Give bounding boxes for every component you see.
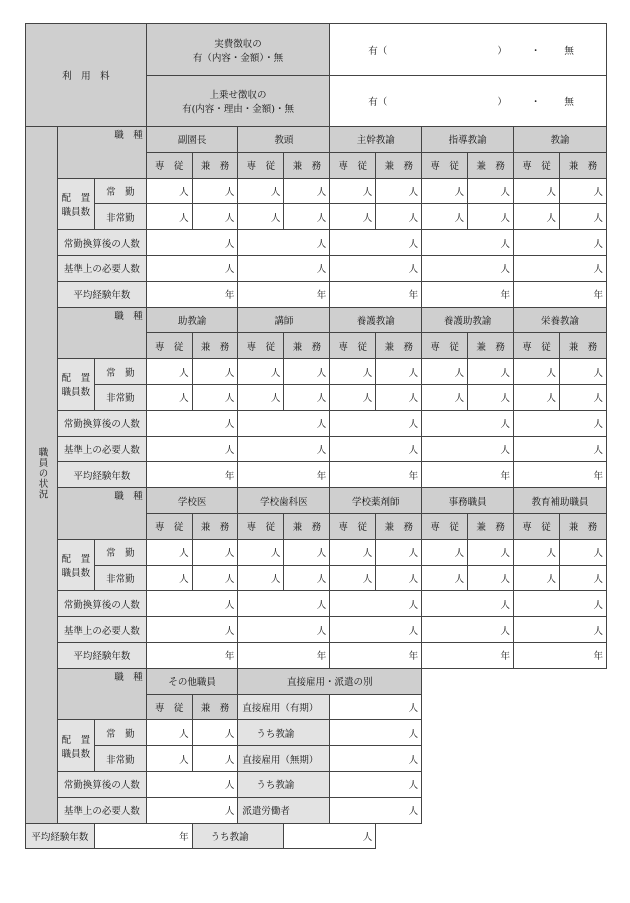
job-name: 教諭 — [514, 127, 607, 153]
jokin-count[interactable]: 人 — [468, 359, 514, 385]
blank-area — [376, 823, 560, 849]
jokin-count[interactable]: 人 — [514, 178, 560, 204]
hijokin-count[interactable]: 人 — [330, 565, 376, 591]
staff-section-text: 職員の状況 — [36, 447, 48, 500]
kenmu-header: 兼 務 — [284, 152, 330, 178]
kenmu-header: 兼 務 — [192, 152, 238, 178]
kenmu-header: 兼 務 — [468, 513, 514, 539]
kansan-value[interactable]: 人 — [238, 230, 330, 256]
blank-area — [422, 746, 607, 772]
kansan-value[interactable]: 人 — [330, 410, 422, 436]
senju-header: 専 従 — [514, 333, 560, 359]
job-type-header: 職 種 — [57, 307, 146, 359]
kansan-value[interactable]: 人 — [422, 230, 514, 256]
hijokin-count[interactable]: 人 — [238, 204, 284, 230]
hijokin-count[interactable]: 人 — [192, 565, 238, 591]
heikin-value[interactable]: 年 — [330, 642, 422, 668]
hijokin-label: 非常勤 — [94, 204, 146, 230]
jokin-count[interactable]: 人 — [422, 539, 468, 565]
hijokin-label: 非常勤 — [94, 746, 146, 772]
job-name: 教育補助職員 — [514, 488, 607, 514]
hijokin-count[interactable]: 人 — [514, 384, 560, 410]
jokin-count[interactable]: 人 — [146, 720, 192, 746]
blank-area — [422, 797, 607, 823]
hijokin-count[interactable]: 人 — [514, 565, 560, 591]
employment-sub-label: うち教諭 — [192, 823, 284, 849]
heikin-value[interactable]: 年 — [422, 462, 514, 488]
hijokin-count[interactable]: 人 — [376, 384, 422, 410]
jokin-count[interactable]: 人 — [284, 178, 330, 204]
kansan-label: 常勤換算後の人数 — [57, 771, 146, 797]
senju-header: 専 従 — [330, 333, 376, 359]
jokin-count[interactable]: 人 — [238, 178, 284, 204]
heikin-value[interactable]: 年 — [238, 462, 330, 488]
haichi-label — [57, 178, 94, 230]
jokin-count[interactable]: 人 — [238, 539, 284, 565]
senju-header: 専 従 — [330, 513, 376, 539]
hijokin-count[interactable]: 人 — [422, 384, 468, 410]
jokin-count[interactable]: 人 — [330, 178, 376, 204]
jokin-count[interactable]: 人 — [468, 178, 514, 204]
kijun-value[interactable]: 人 — [146, 797, 238, 823]
kijun-label: 基準上の必要人数 — [57, 436, 146, 462]
hijokin-count[interactable]: 人 — [192, 746, 238, 772]
kenmu-header: 兼 務 — [284, 513, 330, 539]
form-table — [25, 23, 607, 849]
senju-header: 専 従 — [238, 152, 284, 178]
heikin-value[interactable]: 年 — [238, 642, 330, 668]
kansan-value[interactable]: 人 — [146, 771, 238, 797]
kansan-value[interactable]: 人 — [330, 230, 422, 256]
kansan-value[interactable]: 人 — [422, 591, 514, 617]
employment-count[interactable]: 人 — [330, 694, 422, 720]
jokin-count[interactable]: 人 — [146, 359, 192, 385]
kijun-value[interactable]: 人 — [514, 617, 607, 643]
kijun-value[interactable]: 人 — [330, 255, 422, 281]
kenmu-header: 兼 務 — [192, 694, 238, 720]
kijun-value[interactable]: 人 — [238, 436, 330, 462]
hijokin-count[interactable]: 人 — [146, 565, 192, 591]
jokin-count[interactable]: 人 — [559, 359, 606, 385]
jokin-count[interactable]: 人 — [284, 539, 330, 565]
shokuinsu-text: 職員数 — [61, 206, 91, 218]
heikin-value[interactable]: 年 — [330, 281, 422, 307]
heikin-label: 平均経験年数 — [26, 823, 95, 849]
heikin-value[interactable]: 年 — [422, 281, 514, 307]
haichi-text: 配 置 — [61, 554, 91, 566]
heikin-label: 平均経験年数 — [57, 642, 146, 668]
hijokin-count[interactable]: 人 — [146, 204, 192, 230]
job-name: 学校薬剤師 — [330, 488, 422, 514]
kenmu-header: 兼 務 — [376, 513, 422, 539]
hijokin-count[interactable]: 人 — [468, 565, 514, 591]
haichi-text: 配 置 — [61, 192, 91, 204]
employment-count[interactable]: 人 — [330, 771, 422, 797]
kijun-value[interactable]: 人 — [330, 436, 422, 462]
job-name: 事務職員 — [422, 488, 514, 514]
job-name: 養護助教諭 — [422, 307, 514, 333]
job-name: 養護教諭 — [330, 307, 422, 333]
fee-title: 利 用 料 — [26, 24, 147, 127]
job-name: 助教諭 — [146, 307, 238, 333]
hijokin-count[interactable]: 人 — [284, 565, 330, 591]
kansan-value[interactable]: 人 — [422, 410, 514, 436]
haichi-label — [57, 720, 94, 772]
job-name: 学校歯科医 — [238, 488, 330, 514]
kenmu-header: 兼 務 — [559, 333, 606, 359]
haichi-label — [57, 359, 94, 411]
jokin-label: 常 勤 — [94, 720, 146, 746]
kijun-value[interactable]: 人 — [422, 436, 514, 462]
hijokin-label: 非常勤 — [94, 384, 146, 410]
senju-header: 専 従 — [238, 513, 284, 539]
haichi-text: 配 置 — [61, 373, 91, 385]
hijokin-count[interactable]: 人 — [192, 204, 238, 230]
kenmu-header: 兼 務 — [284, 333, 330, 359]
hijokin-count[interactable]: 人 — [559, 204, 606, 230]
hijokin-count[interactable]: 人 — [284, 204, 330, 230]
senju-header: 専 従 — [422, 333, 468, 359]
employment-label: 派遣労働者 — [238, 797, 330, 823]
kijun-value[interactable]: 人 — [330, 617, 422, 643]
jokin-count[interactable]: 人 — [468, 539, 514, 565]
senju-header: 専 従 — [330, 152, 376, 178]
employment-sub-label: うち教諭 — [238, 771, 330, 797]
employment-label: 直接雇用（無期） — [238, 746, 330, 772]
kenmu-header: 兼 務 — [468, 333, 514, 359]
hijokin-count[interactable]: 人 — [238, 565, 284, 591]
senju-header: 専 従 — [146, 513, 192, 539]
employment-count[interactable]: 人 — [330, 720, 422, 746]
jokin-count[interactable]: 人 — [192, 178, 238, 204]
job-name: 主幹教諭 — [330, 127, 422, 153]
employment-sub-label: うち教諭 — [238, 720, 330, 746]
employment-count[interactable]: 人 — [330, 797, 422, 823]
job-name: 栄養教諭 — [514, 307, 607, 333]
haichi-label — [57, 539, 94, 591]
jokin-count[interactable]: 人 — [192, 359, 238, 385]
fee-actual-value[interactable]: 有（ ） ・ 無 — [330, 24, 607, 76]
haichi-text: 配 置 — [61, 734, 91, 746]
kijun-label: 基準上の必要人数 — [57, 617, 146, 643]
heikin-label: 平均経験年数 — [57, 281, 146, 307]
jokin-label: 常 勤 — [94, 359, 146, 385]
kenmu-header: 兼 務 — [376, 152, 422, 178]
job-type-header: 職 種 — [57, 488, 146, 540]
jokin-count[interactable]: 人 — [376, 359, 422, 385]
jokin-count[interactable]: 人 — [146, 539, 192, 565]
jokin-count[interactable]: 人 — [146, 178, 192, 204]
job-name: 指導教諭 — [422, 127, 514, 153]
hijokin-count[interactable]: 人 — [514, 204, 560, 230]
hijokin-count[interactable]: 人 — [284, 384, 330, 410]
jokin-count[interactable]: 人 — [330, 359, 376, 385]
jokin-count[interactable]: 人 — [559, 539, 606, 565]
job-name: 副園長 — [146, 127, 238, 153]
kijun-value[interactable]: 人 — [238, 617, 330, 643]
jokin-count[interactable]: 人 — [238, 359, 284, 385]
hijokin-label: 非常勤 — [94, 565, 146, 591]
blank-area — [422, 694, 607, 720]
jokin-count[interactable]: 人 — [192, 539, 238, 565]
jokin-count[interactable]: 人 — [376, 539, 422, 565]
jokin-count[interactable]: 人 — [514, 539, 560, 565]
jokin-label: 常 勤 — [94, 539, 146, 565]
kijun-value[interactable]: 人 — [146, 436, 238, 462]
jokin-count[interactable]: 人 — [376, 178, 422, 204]
kijun-value[interactable]: 人 — [514, 255, 607, 281]
fee-actual-label: 実費徴収の 有（内容・金額）・無 — [146, 24, 330, 76]
hijokin-count[interactable]: 人 — [330, 384, 376, 410]
job-type-header: 職 種 — [57, 668, 146, 720]
jokin-count[interactable]: 人 — [192, 720, 238, 746]
other-staff-name: その他職員 — [146, 668, 238, 694]
heikin-value[interactable]: 年 — [238, 281, 330, 307]
hijokin-count[interactable]: 人 — [559, 384, 606, 410]
kansan-value[interactable]: 人 — [514, 410, 607, 436]
kenmu-header: 兼 務 — [468, 152, 514, 178]
heikin-value[interactable]: 年 — [94, 823, 192, 849]
hijokin-count[interactable]: 人 — [468, 384, 514, 410]
kijun-value[interactable]: 人 — [514, 436, 607, 462]
kijun-value[interactable]: 人 — [422, 255, 514, 281]
jokin-count[interactable]: 人 — [514, 359, 560, 385]
staff-section-label — [26, 127, 58, 824]
heikin-value[interactable]: 年 — [146, 462, 238, 488]
heikin-value[interactable]: 年 — [330, 462, 422, 488]
senju-header: 専 従 — [422, 152, 468, 178]
hijokin-count[interactable]: 人 — [376, 565, 422, 591]
job-name: 教頭 — [238, 127, 330, 153]
hijokin-count[interactable]: 人 — [559, 565, 606, 591]
heikin-label: 平均経験年数 — [57, 462, 146, 488]
blank-area — [422, 668, 607, 694]
facility-form — [25, 23, 607, 849]
hijokin-count[interactable]: 人 — [192, 384, 238, 410]
job-type-header: 職 種 — [57, 127, 146, 179]
kansan-value[interactable]: 人 — [146, 591, 238, 617]
kijun-value[interactable]: 人 — [422, 617, 514, 643]
jokin-count[interactable]: 人 — [284, 359, 330, 385]
kijun-label: 基準上の必要人数 — [57, 797, 146, 823]
kansan-value[interactable]: 人 — [146, 410, 238, 436]
kansan-label: 常勤換算後の人数 — [57, 591, 146, 617]
hijokin-count[interactable]: 人 — [330, 204, 376, 230]
jokin-count[interactable]: 人 — [559, 178, 606, 204]
kijun-value[interactable]: 人 — [146, 255, 238, 281]
jokin-count[interactable]: 人 — [422, 178, 468, 204]
hijokin-count[interactable]: 人 — [146, 384, 192, 410]
kijun-value[interactable]: 人 — [146, 617, 238, 643]
kansan-label: 常勤換算後の人数 — [57, 230, 146, 256]
kenmu-header: 兼 務 — [559, 152, 606, 178]
heikin-value[interactable]: 年 — [514, 462, 607, 488]
senju-header: 専 従 — [146, 694, 192, 720]
hijokin-count[interactable]: 人 — [146, 746, 192, 772]
job-name: 学校医 — [146, 488, 238, 514]
senju-header: 専 従 — [146, 152, 192, 178]
fee-extra-value[interactable]: 有（ ） ・ 無 — [330, 76, 607, 127]
hijokin-count[interactable]: 人 — [238, 384, 284, 410]
heikin-value[interactable]: 年 — [514, 642, 607, 668]
heikin-value[interactable]: 年 — [146, 281, 238, 307]
job-name: 講師 — [238, 307, 330, 333]
heikin-value[interactable]: 年 — [514, 281, 607, 307]
kansan-value[interactable]: 人 — [514, 230, 607, 256]
shokuinsu-text: 職員数 — [61, 748, 91, 760]
shokuinsu-text: 職員数 — [61, 387, 91, 399]
employment-label: 直接雇用（有期） — [238, 694, 330, 720]
kansan-value[interactable]: 人 — [330, 591, 422, 617]
kenmu-header: 兼 務 — [192, 333, 238, 359]
senju-header: 専 従 — [238, 333, 284, 359]
kijun-label: 基準上の必要人数 — [57, 255, 146, 281]
jokin-count[interactable]: 人 — [422, 359, 468, 385]
fee-extra-label: 上乗せ徴収の 有(内容・理由・金額)・無 — [146, 76, 330, 127]
hijokin-count[interactable]: 人 — [422, 565, 468, 591]
senju-header: 専 従 — [146, 333, 192, 359]
kijun-value[interactable]: 人 — [238, 255, 330, 281]
heikin-value[interactable]: 年 — [146, 642, 238, 668]
employment-count[interactable]: 人 — [284, 823, 376, 849]
hijokin-count[interactable]: 人 — [468, 204, 514, 230]
senju-header: 専 従 — [422, 513, 468, 539]
kansan-label: 常勤換算後の人数 — [57, 410, 146, 436]
hijokin-count[interactable]: 人 — [376, 204, 422, 230]
employment-count[interactable]: 人 — [330, 746, 422, 772]
kenmu-header: 兼 務 — [376, 333, 422, 359]
senju-header: 専 従 — [514, 513, 560, 539]
kansan-value[interactable]: 人 — [238, 410, 330, 436]
hijokin-count[interactable]: 人 — [422, 204, 468, 230]
blank-area — [422, 771, 607, 797]
kenmu-header: 兼 務 — [192, 513, 238, 539]
blank-area — [422, 720, 607, 746]
kenmu-header: 兼 務 — [559, 513, 606, 539]
senju-header: 専 従 — [514, 152, 560, 178]
kansan-value[interactable]: 人 — [146, 230, 238, 256]
kansan-value[interactable]: 人 — [238, 591, 330, 617]
heikin-value[interactable]: 年 — [422, 642, 514, 668]
shokuinsu-text: 職員数 — [61, 568, 91, 580]
jokin-label: 常 勤 — [94, 178, 146, 204]
jokin-count[interactable]: 人 — [330, 539, 376, 565]
kansan-value[interactable]: 人 — [514, 591, 607, 617]
employment-title: 直接雇用・派遣の別 — [238, 668, 422, 694]
